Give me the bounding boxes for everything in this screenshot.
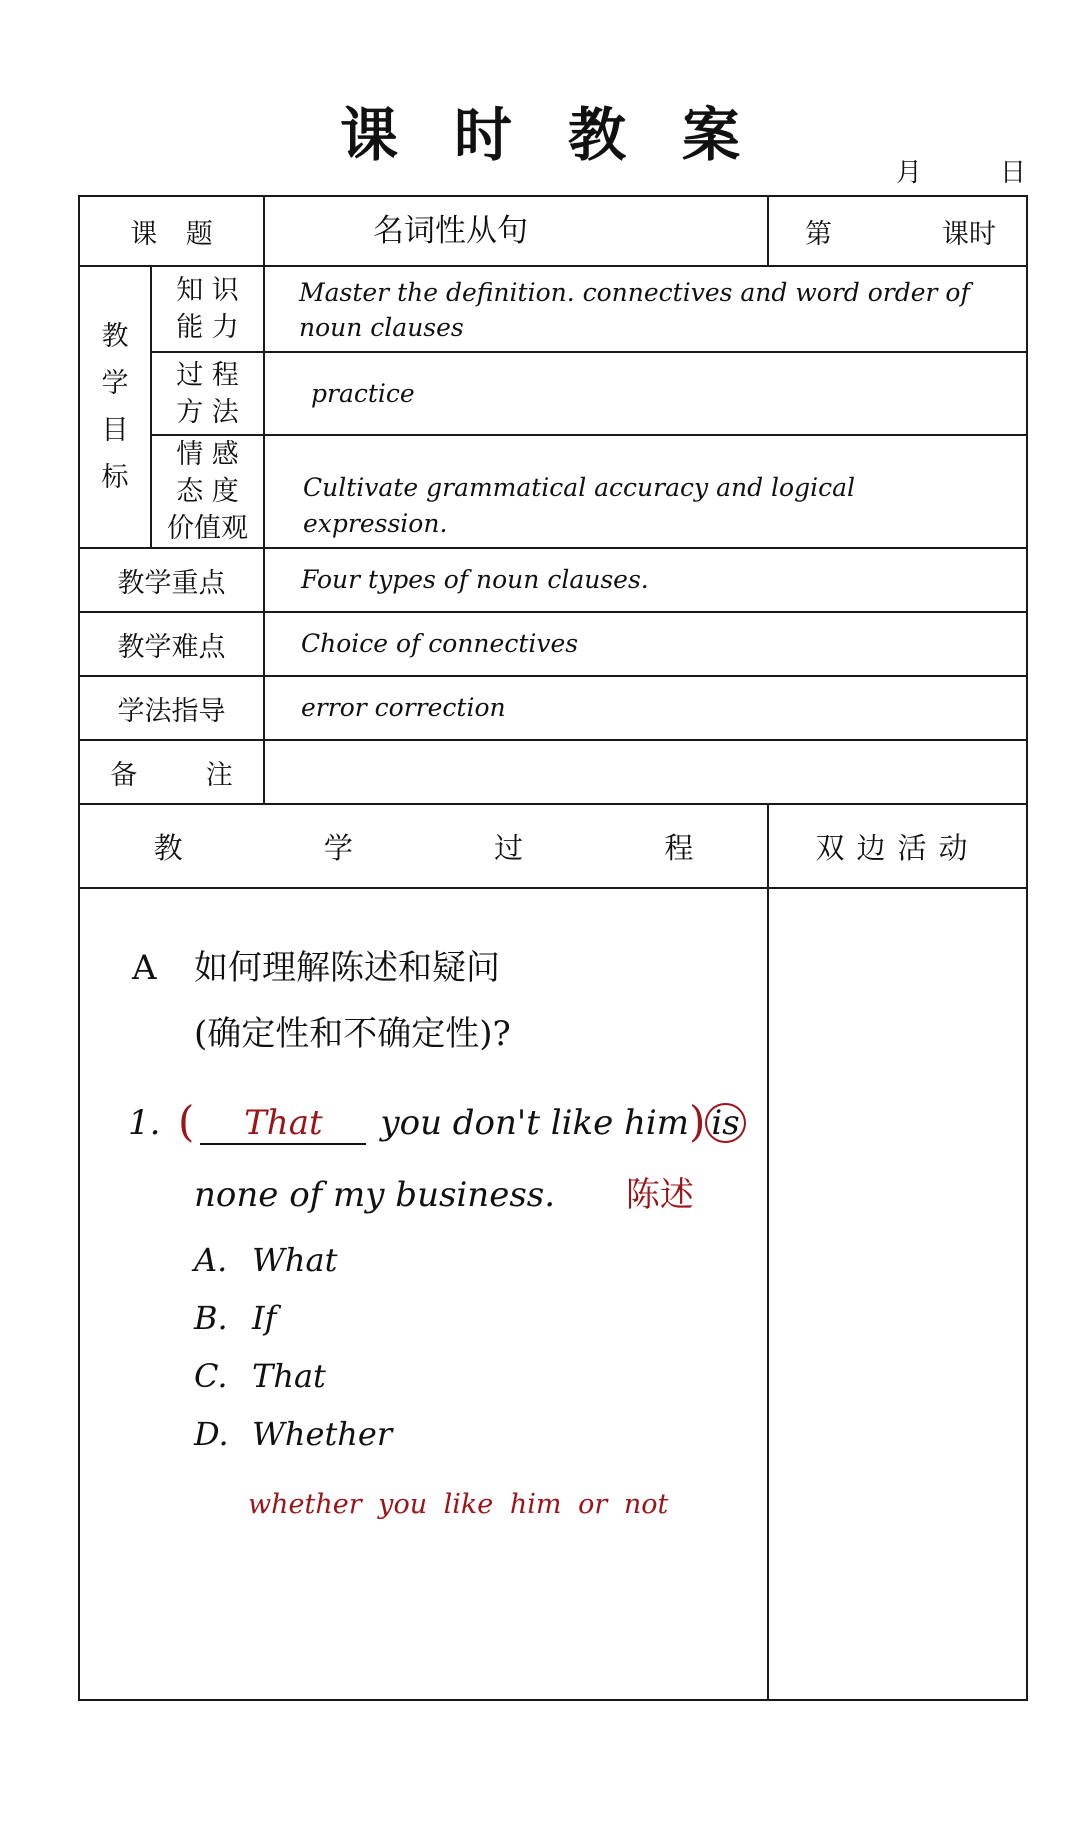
lesson-unit-label: 课时: [942, 218, 996, 250]
question-1-line-1: [128, 1097, 746, 1146]
remarks-label: 备 注: [110, 759, 263, 791]
option-a-letter: A.: [194, 1241, 228, 1279]
goal-emotion-value-cell: [264, 435, 1027, 548]
goal-emotion-label-2: 态 度: [176, 476, 239, 507]
goal-emotion-row: [79, 435, 1027, 548]
question-1-circled-word: is: [705, 1103, 745, 1143]
goal-emotion-label-1: 情 感: [176, 439, 239, 470]
goal-knowledge-value-1: Master the definition. connectives and word order of: [299, 278, 970, 307]
lesson-number-label: 第: [805, 218, 832, 250]
goal-emotion-label-cell: [151, 435, 264, 548]
goal-emotion-label-3: 价值观: [167, 513, 248, 544]
question-1-options: [194, 1241, 392, 1473]
topic-label: 课 题: [130, 218, 223, 250]
page-title: 课时教案: [339, 101, 796, 169]
option-a: [194, 1241, 392, 1279]
key-point-label-cell: [79, 548, 264, 612]
goal-emotion-value-1: Cultivate grammatical accuracy and logical: [303, 473, 855, 502]
goal-knowledge-label-cell: [151, 266, 264, 352]
section-letter: A: [132, 948, 157, 988]
option-d-text: Whether: [252, 1415, 393, 1453]
question-1-right-paren: ): [689, 1097, 706, 1146]
date-line: [896, 152, 1026, 189]
option-d-letter: D.: [194, 1415, 229, 1453]
goals-label-char-4: 标: [101, 462, 129, 493]
question-1-blank: That: [200, 1103, 366, 1145]
option-a-text: What: [252, 1241, 338, 1279]
method-row: [79, 676, 1027, 740]
method-label-cell: [79, 676, 264, 740]
option-c: [194, 1357, 392, 1395]
lesson-plan-table: [78, 195, 1028, 1701]
goal-knowledge-label-2: 能 力: [176, 312, 239, 343]
goals-label-cell: [79, 266, 151, 548]
date-month-label: 月: [896, 158, 923, 188]
process-header-cell: [79, 804, 768, 888]
key-point-value-cell: [264, 548, 1027, 612]
remarks-row: [79, 740, 1027, 804]
difficulty-label-cell: [79, 612, 264, 676]
topic-label-cell: [79, 196, 264, 266]
goal-emotion-value-2: expression.: [303, 509, 448, 539]
activity-body-cell: [768, 888, 1027, 1700]
option-d: [194, 1415, 392, 1453]
goal-knowledge-row: [79, 266, 1027, 352]
method-value-cell: [264, 676, 1027, 740]
topic-row: [79, 196, 1027, 266]
goal-process-value: practice: [311, 378, 415, 408]
question-1-note: 陈述: [625, 1175, 694, 1215]
option-c-letter: C.: [194, 1357, 228, 1395]
process-body-row: [79, 888, 1027, 1700]
goal-process-label-cell: [151, 352, 264, 435]
option-b: [194, 1299, 392, 1337]
section-question-1: 如何理解陈述和疑问: [194, 948, 500, 988]
process-header: 教 学 过 程: [153, 830, 760, 865]
difficulty-value-cell: [264, 612, 1027, 676]
goal-process-label-2: 方 法: [176, 396, 239, 428]
method-value: error correction: [301, 693, 506, 723]
question-1-line-2: [194, 1167, 694, 1216]
option-b-text: If: [252, 1299, 277, 1337]
question-1-text-middle: you don't like him: [380, 1103, 690, 1143]
activity-header: 双边活动: [815, 830, 980, 865]
question-1-left-paren: (: [178, 1097, 195, 1146]
option-b-letter: B.: [194, 1299, 228, 1337]
difficulty-value: Choice of connectives: [301, 629, 579, 659]
goal-process-value-cell: [264, 352, 1027, 435]
lesson-number-cell: [768, 196, 1027, 266]
key-point-label: 教学重点: [117, 567, 226, 599]
goals-label-char-1: 教: [101, 321, 129, 352]
goal-process-row: [79, 352, 1027, 435]
key-point-row: [79, 548, 1027, 612]
topic-value-cell: [264, 196, 768, 266]
topic-value: 名词性从句: [373, 212, 528, 249]
section-question-block: [132, 935, 511, 1067]
goal-knowledge-value-2: noun clauses: [299, 313, 464, 342]
method-label: 学法指导: [117, 695, 226, 727]
question-1-correction: whether you like him or not: [248, 1489, 669, 1520]
option-c-text: That: [252, 1357, 326, 1395]
difficulty-label: 教学难点: [117, 631, 226, 663]
process-body-cell: [79, 888, 768, 1700]
date-day-label: 日: [999, 158, 1026, 188]
difficulty-row: [79, 612, 1027, 676]
question-1-number: 1.: [128, 1103, 161, 1143]
section-question-2: (确定性和不确定性)?: [194, 1014, 511, 1054]
goals-label-char-3: 目: [101, 415, 129, 446]
goals-label-char-2: 学: [101, 368, 129, 399]
goal-knowledge-label-1: 知 识: [176, 275, 239, 306]
question-1-text-line-2: none of my business.: [194, 1175, 556, 1215]
goal-knowledge-value-cell: [264, 266, 1027, 352]
remarks-label-cell: [79, 740, 264, 804]
activity-header-cell: [768, 804, 1027, 888]
goal-process-label-1: 过 程: [176, 359, 239, 391]
process-header-row: [79, 804, 1027, 888]
remarks-value-cell: [264, 740, 1027, 804]
key-point-value: Four types of noun clauses.: [301, 565, 649, 595]
